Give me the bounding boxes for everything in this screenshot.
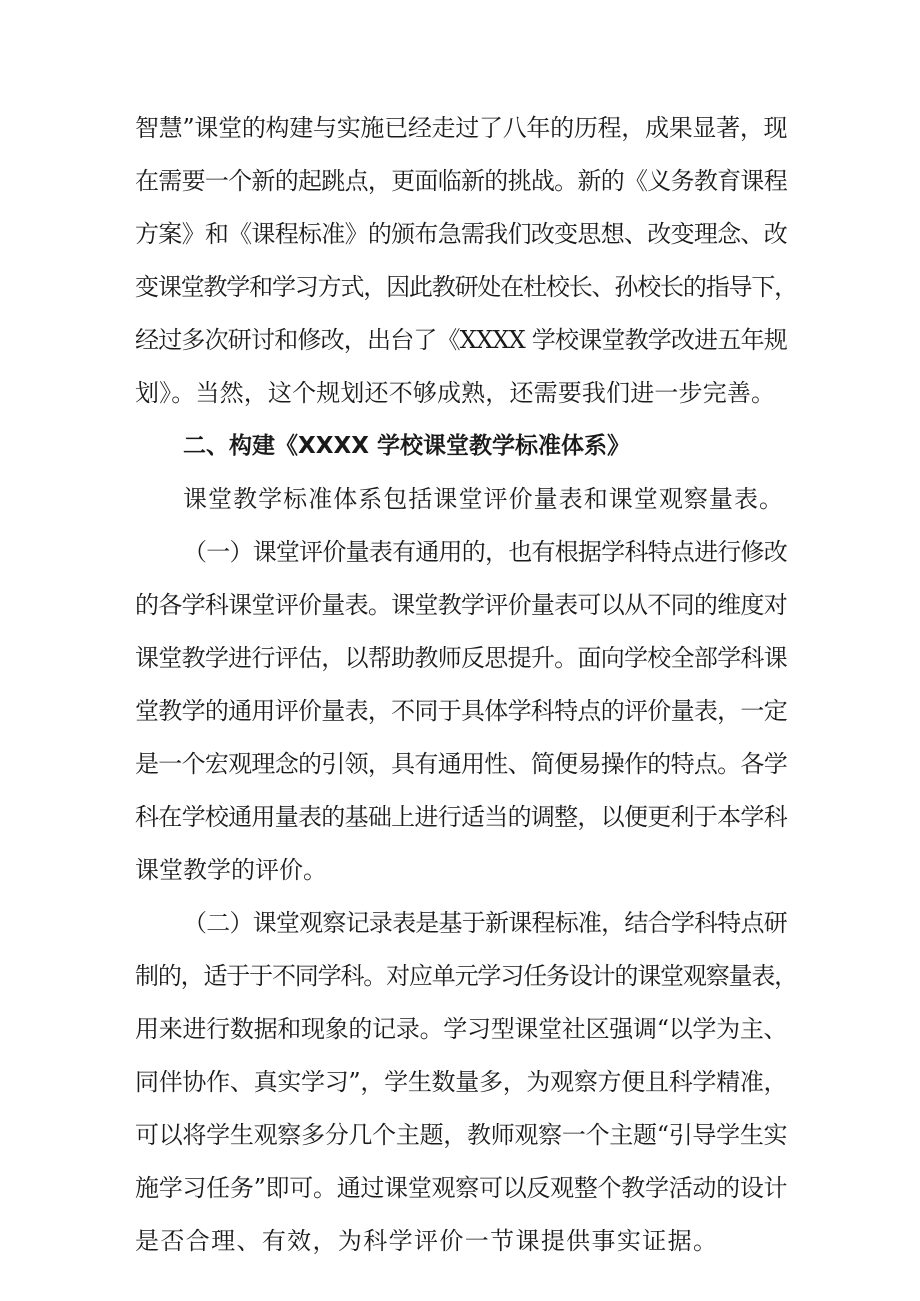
section-heading: 二、构建《XXXX 学校课堂教学标准体系》 <box>183 433 630 459</box>
paragraph-line: 可以将学生观察多分几个主题，教师观察一个主题“引导学生实 <box>135 1121 788 1149</box>
paragraph-line: 的各学科课堂评价量表。课堂教学评价量表可以从不同的维度对 <box>135 591 787 619</box>
paragraph-line: 是一个宏观理念的引领，具有通用性、简便易操作的特点。各学 <box>135 750 787 778</box>
paragraph-line: 是否合理、有效，为科学评价一节课提供事实证据。 <box>135 1227 719 1255</box>
paragraph-line: （二）课堂观察记录表是基于新课程标准，结合学科特点研 <box>183 909 787 937</box>
paragraph-line: 课堂教学的评价。 <box>135 856 327 884</box>
paragraph-line: 方案》和《课程标准》的颁布急需我们改变思想、改变理念、改 <box>135 220 787 248</box>
paragraph-line: 科在学校通用量表的基础上进行适当的调整，以便更利于本学科 <box>135 803 787 831</box>
paragraph-line: 制的，适于于不同学科。对应单元学习任务设计的课堂观察量表， <box>135 962 797 990</box>
paragraph-line: 课堂教学进行评估，以帮助教师反思提升。面向学校全部学科课 <box>135 644 787 672</box>
paragraph-line: 施学习任务”即可。通过课堂观察可以反观整个教学活动的设计 <box>135 1174 788 1202</box>
paragraph-line: 经过多次研讨和修改，出台了《XXXX 学校课堂教学改进五年规 <box>135 326 787 354</box>
paragraph-line: 变课堂教学和学习方式，因此教研处在杜校长、孙校长的指导下， <box>135 273 797 301</box>
paragraph-line: （一）课堂评价量表有通用的，也有根据学科特点进行修改 <box>183 538 787 566</box>
paragraph-line: 堂教学的通用评价量表，不同于具体学科特点的评价量表，一定 <box>135 697 787 725</box>
intro-text: 课堂教学标准体系包括课堂评价量表和课堂观察量表。 <box>183 485 785 513</box>
paragraph-line: 用来进行数据和现象的记录。学习型课堂社区强调“以学为主、 <box>135 1015 788 1043</box>
paragraph-line: 在需要一个新的起跳点，更面临新的挑战。新的《义务教育课程 <box>135 167 787 195</box>
paragraph-line: 同伴协作、真实学习”，学生数量多，为观察方便且科学精准， <box>135 1068 788 1096</box>
paragraph-line: 划》。当然，这个规划还不够成熟，还需要我们进一步完善。 <box>135 379 776 407</box>
paragraph-line: 智慧”课堂的构建与实施已经走过了八年的历程，成果显著，现 <box>135 114 788 142</box>
